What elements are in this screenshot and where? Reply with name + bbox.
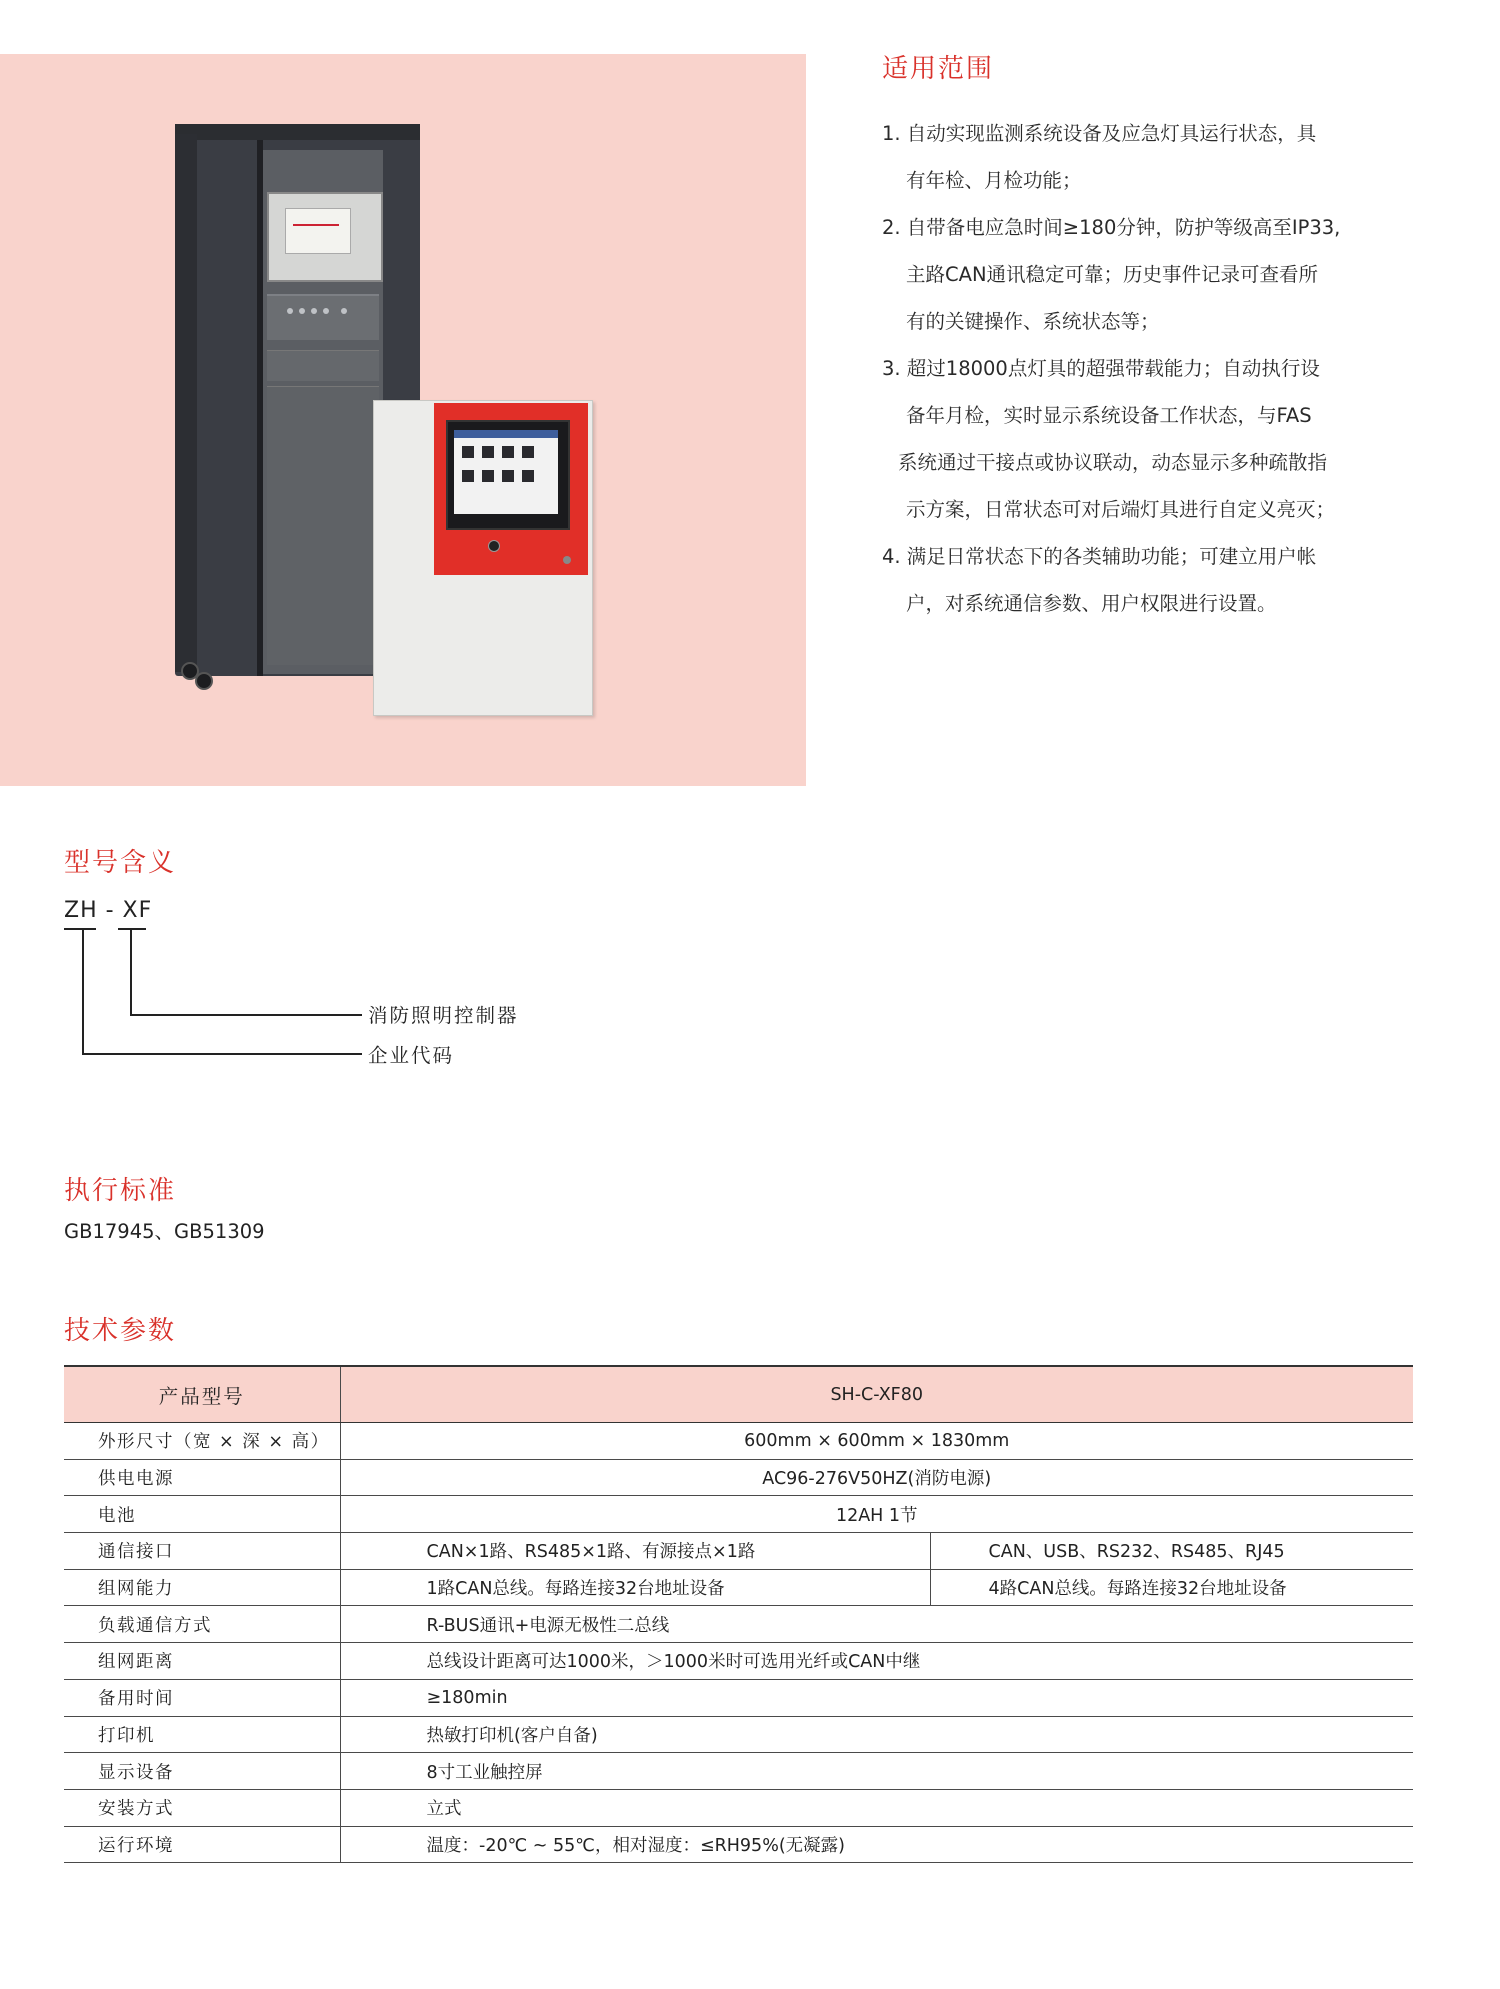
model-label-company: 企业代码: [368, 1044, 455, 1067]
table-row: 显示设备 8寸工业触控屏: [64, 1753, 1413, 1790]
table-row: 通信接口 CAN×1路、RS485×1路、有源接点×1路 CAN、USB、RS232、RS485、RJ45: [64, 1533, 1413, 1570]
table-row: 外形尺寸（宽 × 深 × 高） 600mm × 600mm × 1830mm: [64, 1423, 1413, 1460]
table-row: 组网距离 总线设计距离可达1000米，＞1000米时可选用光纤或CAN中继: [64, 1643, 1413, 1680]
scope-heading: 适用范围: [882, 54, 995, 84]
scope-list: [882, 110, 1442, 627]
table-row: 运行环境 温度：-20℃ ~ 55℃，相对湿度：≤RH95%(无凝露): [64, 1826, 1413, 1863]
table-header-row: [64, 1366, 1413, 1423]
table-row: 负载通信方式 R-BUS通讯+电源无极性二总线: [64, 1606, 1413, 1643]
scope-item-2: 2. 自带备电应急时间≥180分钟，防护等级高至IP33, 主路CAN通讯稳定可靠；历史事件记录可查看所 有的关键操作、系统状态等；: [882, 216, 1341, 333]
scope-item-1: 1. 自动实现监测系统设备及应急灯具运行状态，具 有年检、月检功能；: [882, 122, 1317, 192]
model-heading: 型号含义: [64, 848, 177, 878]
table-row: 备用时间 ≥180min: [64, 1679, 1413, 1716]
table-row: 供电电源 AC96-276V50HZ(消防电源): [64, 1459, 1413, 1496]
model-label-product: 消防照明控制器: [368, 1004, 519, 1027]
table-row: 安装方式 立式: [64, 1789, 1413, 1826]
model-code: ZH - XF: [64, 898, 153, 923]
scope-item-3: 3. 超过18000点灯具的超强带载能力；自动执行设 备年月检，实时显示系统设备工作状态，与FAS 系统通过干接点或协议联动，动态显示多种疏散指 示方案，日常状态可对后端灯具进行自定义亮灭；: [882, 357, 1336, 521]
table-row: 电池 12AH 1节: [64, 1496, 1413, 1533]
scope-item-4: 4. 满足日常状态下的各类辅助功能；可建立用户帐 户，对系统通信参数、用户权限进行设置。: [882, 545, 1317, 615]
table-header-value: SH-C-XF80: [340, 1366, 1413, 1423]
standard-heading: 执行标准: [64, 1176, 177, 1206]
table-header-key: 产品型号: [64, 1366, 340, 1423]
params-heading: 技术参数: [64, 1316, 177, 1346]
spec-table: [64, 1365, 1413, 1863]
table-row: 组网能力 1路CAN总线。每路连接32台地址设备 4路CAN总线。每路连接32台地址设备: [64, 1569, 1413, 1606]
standards-text: GB17945、GB51309: [64, 1220, 265, 1243]
table-row: 打印机 热敏打印机(客户自备): [64, 1716, 1413, 1753]
